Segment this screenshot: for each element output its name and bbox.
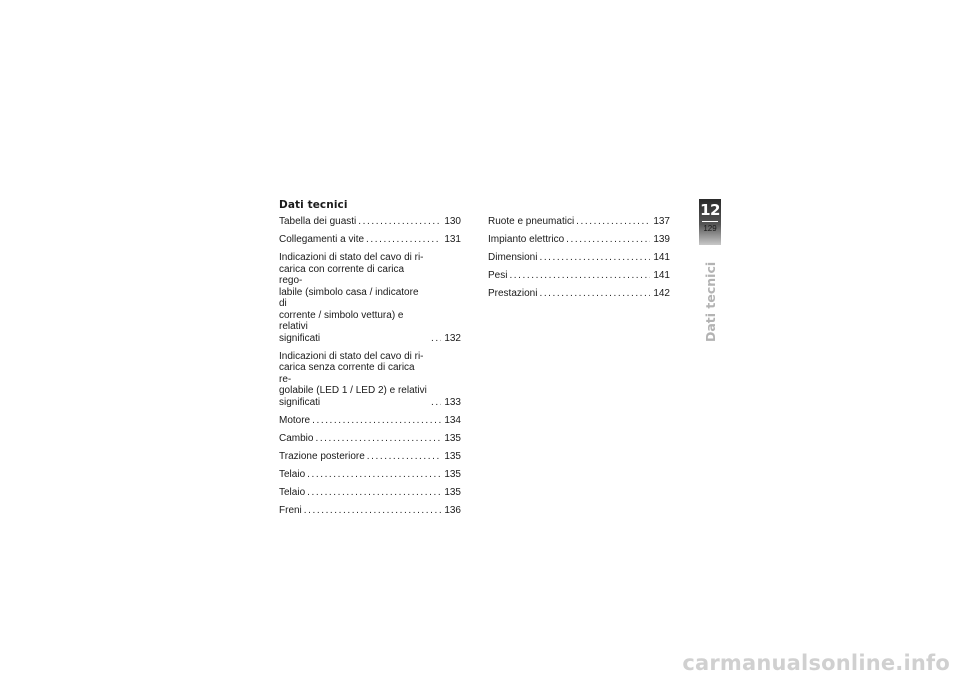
toc-entry-text: Indicazioni di stato del cavo di ri- carica senza corrente di carica re- golabile (LED 1 / LED 2) e relativi significati xyxy=(279,350,427,408)
toc-entry-text: Collegamenti a vite xyxy=(279,234,365,245)
toc-entry[interactable] xyxy=(279,252,461,344)
toc-entry[interactable] xyxy=(488,270,670,282)
toc-entry[interactable] xyxy=(488,234,670,246)
toc-entry-page: 135 xyxy=(444,486,461,498)
dot-leader xyxy=(507,270,650,282)
toc-entry[interactable] xyxy=(488,216,670,228)
toc-entry[interactable] xyxy=(488,288,670,300)
dot-leader xyxy=(305,469,441,481)
dot-leader xyxy=(429,397,441,409)
toc-entry[interactable] xyxy=(279,433,461,445)
dot-leader xyxy=(364,234,441,246)
toc-entry-text: Dimensioni xyxy=(488,252,538,263)
dot-leader xyxy=(302,505,441,517)
dot-leader xyxy=(310,415,441,427)
toc-entry-page: 142 xyxy=(653,288,670,299)
toc-entry[interactable] xyxy=(279,451,461,463)
toc-entry-text: Tabella dei guasti xyxy=(279,216,357,227)
toc-entry-page: 136 xyxy=(444,504,461,516)
toc-entry-text: Telaio xyxy=(279,486,306,498)
toc-entry[interactable] xyxy=(279,415,461,427)
toc-entry[interactable] xyxy=(488,252,670,264)
dot-leader xyxy=(313,433,441,445)
toc-entry-text: Prestazioni xyxy=(488,288,538,299)
toc-column-left xyxy=(279,216,461,523)
dot-leader xyxy=(537,288,650,300)
toc-entry-page: 137 xyxy=(653,216,670,227)
toc-entry-page: 141 xyxy=(653,252,670,263)
dot-leader xyxy=(574,216,650,228)
chapter-tab-divider xyxy=(702,221,718,222)
watermark: carmanualsonline.info xyxy=(682,651,950,675)
toc-entry-text: Cambio xyxy=(279,432,314,444)
dot-leader xyxy=(537,252,650,264)
toc-entry[interactable] xyxy=(279,234,461,246)
dot-leader xyxy=(365,451,441,463)
toc-entry-page: 132 xyxy=(444,332,461,344)
toc-entry[interactable] xyxy=(279,505,461,517)
toc-entry-page: 133 xyxy=(444,396,461,408)
section-title: Dati tecnici xyxy=(279,199,348,211)
toc-entry-page: 135 xyxy=(444,468,461,480)
dot-leader xyxy=(305,487,441,499)
toc-entry-page: 141 xyxy=(653,270,670,281)
chapter-tab-box xyxy=(699,199,721,245)
toc-entry[interactable] xyxy=(279,216,461,228)
toc-entry[interactable] xyxy=(279,351,461,409)
toc-entry-text: Indicazioni di stato del cavo di ri- carica con corrente di carica rego- labile (simbolo casa / indicatore di corrente / simbolo vettura) e relativi significati xyxy=(279,252,424,344)
toc-entry-text: Motore xyxy=(279,414,311,426)
page-number: 129 xyxy=(703,224,717,233)
toc-entry-text: Trazione posteriore xyxy=(279,450,365,462)
toc-entry[interactable] xyxy=(279,487,461,499)
toc-entry[interactable] xyxy=(279,469,461,481)
toc-entry-page: 139 xyxy=(653,234,670,245)
dot-leader xyxy=(564,234,650,246)
toc-column-right xyxy=(488,216,670,306)
dot-leader xyxy=(356,216,441,228)
toc-entry-text: Impianto elettrico xyxy=(488,234,565,245)
dot-leader xyxy=(429,333,441,345)
chapter-side-label: Dati tecnici xyxy=(703,261,718,342)
toc-entry-text: Freni xyxy=(279,504,302,516)
toc-entry-text: Pesi xyxy=(488,270,508,281)
toc-entry-page: 135 xyxy=(444,432,461,444)
toc-entry-page: 135 xyxy=(444,450,461,462)
toc-entry-text: Ruote e pneumatici xyxy=(488,216,575,227)
toc-entry-page: 134 xyxy=(444,414,461,426)
toc-entry-page: 130 xyxy=(444,216,461,227)
toc-entry-page: 131 xyxy=(444,234,461,245)
chapter-number: 12 xyxy=(700,201,720,219)
toc-entry-text: Telaio xyxy=(279,468,306,480)
